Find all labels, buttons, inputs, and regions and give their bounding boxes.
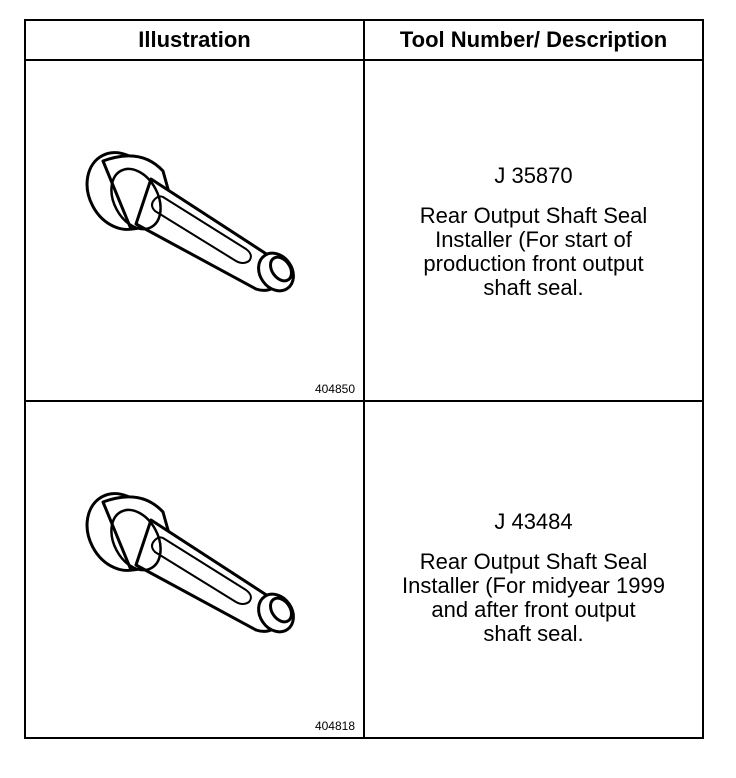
seal-installer-drawing: [81, 490, 311, 650]
description-line: Rear Output Shaft Seal: [419, 549, 648, 574]
seal-installer-drawing: [81, 149, 311, 309]
tool-illustration-cell: [26, 402, 363, 737]
description-line: and after front output: [431, 597, 636, 622]
description-line: shaft seal.: [483, 275, 584, 300]
tool-number: J 43484: [494, 509, 573, 534]
tool-table: [24, 19, 704, 739]
figure-number: 404818: [314, 719, 355, 733]
table-row: [26, 59, 702, 402]
tool-description-cell: [365, 59, 702, 400]
header-illustration: Illustration: [138, 27, 251, 52]
description-line: shaft seal.: [483, 621, 584, 646]
description-line: production front output: [423, 251, 644, 276]
description-line: Installer (For midyear 1999: [402, 573, 665, 598]
header-tool-number-description: Tool Number/ Description: [399, 27, 668, 52]
table-header: [26, 21, 702, 61]
tool-description-cell: [365, 402, 702, 737]
figure-number: 404850: [314, 382, 355, 396]
tool-number: J 35870: [494, 163, 573, 188]
tool-illustration-cell: [26, 59, 363, 400]
description-line: Installer (For start of: [435, 227, 632, 252]
table-row: [26, 402, 702, 737]
description-line: Rear Output Shaft Seal: [419, 203, 648, 228]
